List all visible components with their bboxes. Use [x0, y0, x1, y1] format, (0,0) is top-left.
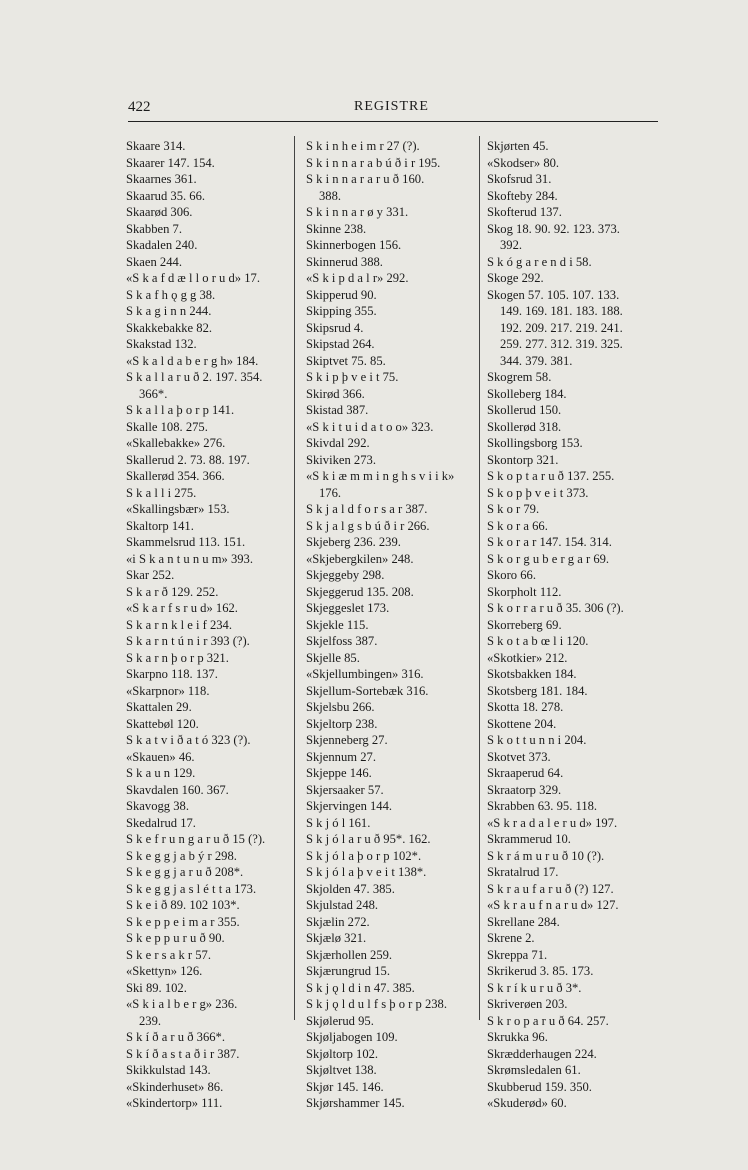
index-entry: S k e g g j a r u ð 208*.	[126, 865, 244, 879]
index-entry: «S k a f d æ l l o r u d» 17.	[126, 271, 260, 285]
index-entry-continuation: 149. 169. 181. 183. 188.	[500, 304, 623, 318]
index-entry: Skiviken 273.	[306, 452, 376, 467]
index-entry: «S k a l d a b e r g h» 184.	[126, 353, 259, 368]
index-entry: Skattalen 29.	[126, 700, 192, 714]
index-entry: Skollerud 150.	[487, 403, 562, 417]
index-entry: S k o r a r 147. 154. 314.	[487, 535, 612, 549]
index-entry: Skrukka 96.	[487, 1030, 548, 1044]
index-entry: Skakstad 132.	[126, 337, 197, 351]
index-entry: Skjulstad 248.	[306, 898, 379, 912]
index-entry: S k a r n t ú n i r 393 (?).	[126, 634, 250, 648]
index-entry: Skinnerud 388.	[306, 254, 383, 269]
index-entry: Skjeberg 236. 239.	[306, 535, 401, 549]
index-entry: S k a l l a r u ð 2. 197. 354.	[126, 370, 263, 384]
index-entry: Skinnerbogen 156.	[306, 238, 402, 252]
index-entry: S k a r n k l e i f 234.	[126, 617, 232, 632]
index-entry: S k i p þ v e i t 75.	[306, 370, 399, 384]
index-entry: Skofteby 284.	[487, 188, 558, 203]
index-entry: S k i n h e i m r 27 (?).	[306, 139, 420, 153]
index-entry: Skikkulstad 143.	[126, 1063, 211, 1077]
index-entry: S k i n n a r ø y 331.	[306, 205, 409, 219]
index-entry: Skofterud 137.	[487, 205, 562, 219]
index-entry: Ski 89. 102.	[126, 980, 187, 995]
index-entry: «Skotkier» 212.	[487, 650, 568, 665]
index-entry: S k r a u f a r u ð (?) 127.	[487, 881, 614, 896]
index-entry: «S k i t u i d a t o o» 323.	[306, 419, 434, 434]
index-entry: Skraatorp 329.	[487, 782, 562, 797]
index-entry: Skubberud 159. 350.	[487, 1079, 592, 1094]
index-entry: «Skauen» 46.	[126, 749, 195, 764]
index-entry: Skofsrud 31.	[487, 172, 552, 186]
header-rule	[128, 121, 658, 122]
index-entry: Skrædderhaugen 224.	[487, 1046, 597, 1061]
index-entry: Skottene 204.	[487, 716, 557, 731]
index-entry: Skinne 238.	[306, 221, 367, 236]
index-entry: Skallerud 2. 73. 88. 197.	[126, 452, 250, 467]
index-entry: S k o r g u b e r g a r 69.	[487, 551, 610, 566]
index-entry-continuation: 176.	[319, 485, 342, 500]
index-entry: S k o p t a r u ð 137. 255.	[487, 469, 615, 483]
index-entry: Skjørten 45.	[487, 139, 549, 153]
index-entry: Skollingsborg 153.	[487, 436, 583, 450]
index-entry: Skratalrud 17.	[487, 865, 559, 879]
index-column-2	[306, 138, 476, 1112]
index-entry: Skrikerud 3. 85. 173.	[487, 964, 594, 978]
index-entry: Skrømsledalen 61.	[487, 1063, 581, 1077]
index-entry: Skedalrud 17.	[126, 815, 196, 830]
index-entry: Skadalen 240.	[126, 238, 198, 252]
index-entry: S k i n n a r a b ú ð i r 195.	[306, 155, 441, 170]
index-entry: Skjelfoss 387.	[306, 634, 378, 648]
index-entry: Skrene 2.	[487, 931, 535, 945]
index-entry: Skjeggeslet 173.	[306, 601, 390, 615]
index-entry-continuation: 239.	[139, 1013, 162, 1028]
index-entry: Skar 252.	[126, 568, 175, 582]
index-entry: Skog 18. 90. 92. 123. 373.	[487, 221, 620, 236]
index-entry: Skjeppe 146.	[306, 766, 372, 780]
index-entry: Skjør 145. 146.	[306, 1079, 384, 1094]
index-entry: Skolleberg 184.	[487, 386, 567, 401]
index-entry: Skavogg 38.	[126, 799, 189, 813]
index-entry: «i S k a n t u n u m» 393.	[126, 551, 253, 566]
index-entry: Skabben 7.	[126, 221, 182, 236]
index-entry: «S k i æ m m i n g h s v i i k»	[306, 469, 455, 483]
index-entry: Skallerød 354. 366.	[126, 469, 225, 483]
index-entry: «Skallingsbær» 153.	[126, 502, 230, 516]
index-entry: Skakkebakke 82.	[126, 320, 213, 335]
index-entry: «Skuderød» 60.	[487, 1096, 567, 1110]
index-entry: S k i n n a r a r u ð 160.	[306, 172, 425, 186]
index-entry: Skjælø 321.	[306, 931, 367, 945]
index-entry-continuation: 192. 209. 217. 219. 241.	[500, 320, 623, 335]
index-entry: S k r o p a r u ð 64. 257.	[487, 1013, 609, 1028]
index-entry: S k o t a b œ l i 120.	[487, 634, 589, 648]
index-entry: Skjøltorp 102.	[306, 1046, 379, 1061]
index-entry: Skraaperud 64.	[487, 766, 564, 780]
index-entry: Skjelle 85.	[306, 650, 360, 665]
index-entry: Skogrem 58.	[487, 370, 552, 384]
index-entry: «Skindertorp» 111.	[126, 1096, 223, 1110]
index-entry: Skipping 355.	[306, 304, 377, 318]
index-entry: Skollerød 318.	[487, 419, 562, 434]
index-entry: «S k i p d a l r» 292.	[306, 271, 409, 285]
index-entry: S k r á m u r u ð 10 (?).	[487, 848, 605, 863]
index-entry: Skarpno 118. 137.	[126, 667, 218, 681]
index-entry: S k a g i n n 244.	[126, 304, 212, 318]
index-entry: S k í ð a s t a ð i r 387.	[126, 1046, 240, 1061]
index-entry: S k j a l d f o r s a r 387.	[306, 502, 428, 516]
index-entry: Skrellane 284.	[487, 914, 560, 929]
index-entry: Skjærhollen 259.	[306, 947, 393, 962]
index-entry: S k a r ð 129. 252.	[126, 584, 219, 599]
index-entry: S k e r s a k r 57.	[126, 947, 211, 962]
index-entry: S k e g g j a b ý r 298.	[126, 848, 237, 863]
index-entry: Skaarød 306.	[126, 205, 193, 219]
index-entry: Skjeggeby 298.	[306, 568, 385, 582]
index-entry: Skjølerud 95.	[306, 1013, 374, 1028]
index-entry: Skaarer 147. 154.	[126, 155, 215, 170]
index-entry: S k a f h ǫ g g 38.	[126, 287, 216, 302]
index-entry: Skoge 292.	[487, 271, 544, 285]
index-entry: Skjælin 272.	[306, 914, 370, 929]
index-entry: S k j a l g s b ú ð i r 266.	[306, 518, 430, 533]
index-entry: Skattebøl 120.	[126, 716, 199, 731]
index-entry: Skaen 244.	[126, 254, 182, 269]
index-entry: «S k r a u f n a r u d» 127.	[487, 898, 619, 912]
index-entry: S k o r a 66.	[487, 518, 548, 533]
index-entry: Skotvet 373.	[487, 749, 551, 764]
index-entry: Skreppa 71.	[487, 947, 548, 962]
index-entry-continuation: 366*.	[139, 386, 168, 401]
index-entry: Skavdalen 160. 367.	[126, 782, 229, 797]
index-entry: Skistad 387.	[306, 403, 369, 417]
index-entry: «Skjebergkilen» 248.	[306, 551, 414, 566]
index-entry: S k j ǫ l d u l f s þ o r p 238.	[306, 997, 447, 1011]
index-column-3	[487, 138, 659, 1112]
index-entry: S k e g g j a s l é t t a 173.	[126, 881, 257, 896]
index-entry: Skaare 314.	[126, 139, 186, 153]
index-entry: S k a u n 129.	[126, 766, 196, 780]
index-entry: Skrabben 63. 95. 118.	[487, 799, 598, 813]
index-entry: Skaarud 35. 66.	[126, 188, 206, 203]
index-entry: S k í ð a r u ð 366*.	[126, 1030, 225, 1044]
index-entry: Skipperud 90.	[306, 287, 377, 302]
index-entry: Skjøltvet 138.	[306, 1063, 377, 1077]
index-entry: Skjennum 27.	[306, 749, 376, 764]
index-entry: Skjelsbu 266.	[306, 700, 375, 714]
index-entry: S k o t t u n n i 204.	[487, 733, 587, 747]
index-entry: S k o p þ v e i t 373.	[487, 485, 589, 500]
index-entry: Skontorp 321.	[487, 452, 559, 467]
page-number: 422	[128, 99, 151, 115]
index-entry: Skjøljabogen 109.	[306, 1030, 398, 1044]
index-entry: Skorreberg 69.	[487, 617, 562, 632]
index-entry: Skriverøen 203.	[487, 997, 568, 1011]
index-entry: Skjervingen 144.	[306, 799, 393, 813]
index-entry: Skjenneberg 27.	[306, 733, 388, 747]
index-entry: S k e p p e i m a r 355.	[126, 914, 240, 929]
index-entry: Skammelsrud 113. 151.	[126, 535, 246, 549]
index-entry: Skjærungrud 15.	[306, 964, 390, 978]
column-divider-2	[479, 136, 480, 1020]
index-entry: S k o r r a r u ð 35. 306 (?).	[487, 601, 624, 615]
index-entry: S k a r n þ o r p 321.	[126, 650, 229, 665]
index-entry: Skjekle 115.	[306, 617, 369, 632]
index-entry: Skjersaaker 57.	[306, 782, 384, 797]
index-entry: «S k i a l b e r g» 236.	[126, 997, 238, 1011]
index-entry: Skjolden 47. 385.	[306, 881, 395, 896]
index-entry: S k a l l a þ o r p 141.	[126, 403, 235, 417]
index-entry: S k j ó l a þ o r p 102*.	[306, 848, 422, 863]
index-entry: Skoro 66.	[487, 568, 536, 582]
index-entry: S k a t v i ð a t ó 323 (?).	[126, 733, 251, 747]
index-entry: «S k a r f s r u d» 162.	[126, 601, 238, 615]
index-entry: S k e p p u r u ð 90.	[126, 931, 225, 945]
index-entry: Skivdal 292.	[306, 436, 370, 450]
index-entry-continuation: 388.	[319, 188, 342, 203]
index-entry: Skjørshammer 145.	[306, 1096, 405, 1110]
index-entry: «S k r a d a l e r u d» 197.	[487, 815, 618, 830]
index-entry: S k ó g a r e n d i 58.	[487, 254, 592, 269]
index-entry: Skirød 366.	[306, 386, 365, 401]
page-title: REGISTRE	[354, 99, 429, 114]
page-header	[128, 99, 658, 123]
index-entry: Skrammerud 10.	[487, 832, 571, 846]
index-entry: Skotsbakken 184.	[487, 667, 577, 681]
index-entry: Skaltorp 141.	[126, 518, 194, 533]
index-entry-continuation: 392.	[500, 238, 523, 252]
index-entry: S k j ó l a þ v e i t 138*.	[306, 865, 427, 879]
index-entry: Skjeltorp 238.	[306, 716, 378, 731]
index-entry-continuation: 344. 379. 381.	[500, 353, 573, 368]
index-entry: «Skinderhuset» 86.	[126, 1079, 224, 1094]
index-entry: Skjellum-Sortebæk 316.	[306, 683, 429, 698]
index-entry: «Skodser» 80.	[487, 155, 560, 170]
index-entry: S k o r 79.	[487, 502, 540, 516]
index-entry: Skipstad 264.	[306, 337, 375, 351]
index-entry: «Skarpnor» 118.	[126, 683, 210, 698]
index-entry: Skogen 57. 105. 107. 133.	[487, 287, 620, 302]
index-entry-continuation: 259. 277. 312. 319. 325.	[500, 337, 623, 351]
index-entry: Skalle 108. 275.	[126, 419, 208, 434]
index-column-1	[126, 138, 292, 1112]
index-entry: S k e f r u n g a r u ð 15 (?).	[126, 832, 266, 846]
index-entry: Skaarnes 361.	[126, 172, 197, 186]
index-entry: S k j ó l a r u ð 95*. 162.	[306, 832, 431, 846]
index-entry: Skotsberg 181. 184.	[487, 683, 588, 698]
index-entry: S k j ǫ l d i n 47. 385.	[306, 980, 415, 995]
index-entry: «Skettyn» 126.	[126, 964, 203, 978]
index-entry: Skjeggerud 135. 208.	[306, 584, 414, 599]
index-entry: Skipsrud 4.	[306, 320, 364, 335]
index-entry: «Skjellumbingen» 316.	[306, 667, 424, 681]
index-entry: S k e i ð 89. 102 103*.	[126, 898, 240, 912]
index-entry: S k a l l i 275.	[126, 485, 197, 500]
index-entry: «Skallebakke» 276.	[126, 436, 226, 450]
index-entry: Skorpholt 112.	[487, 584, 562, 599]
index-entry: Skiptvet 75. 85.	[306, 353, 386, 368]
index-entry: S k r í k u r u ð 3*.	[487, 980, 582, 995]
index-entry: S k j ó l 161.	[306, 815, 371, 830]
column-divider-1	[294, 136, 295, 1020]
index-entry: Skotta 18. 278.	[487, 700, 564, 714]
